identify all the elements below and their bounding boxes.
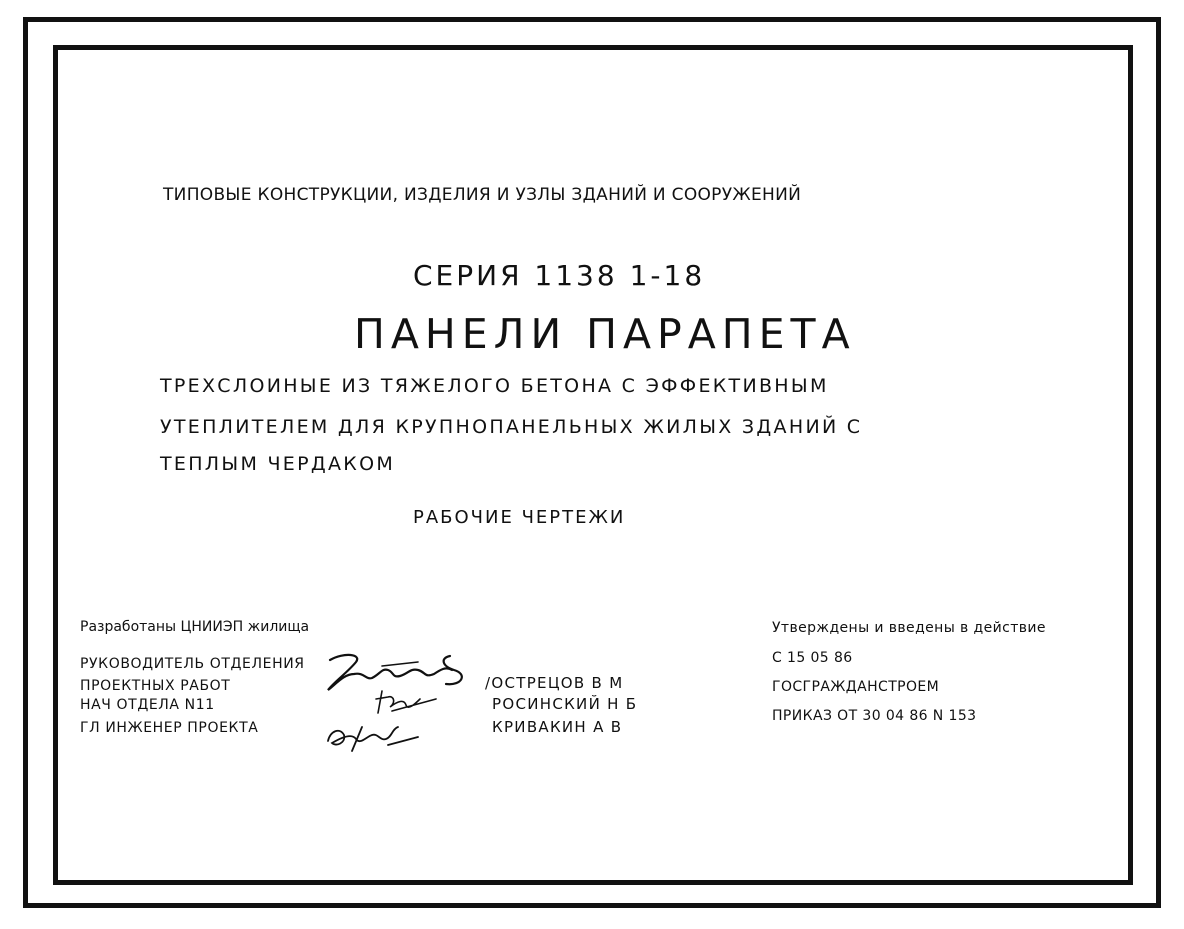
signature-chief-engineer: [322, 715, 432, 755]
description-line-3: ТЕПЛЫМ ЧЕРДАКОМ: [160, 453, 396, 475]
role-line-1: РУКОВОДИТЕЛЬ ОТДЕЛЕНИЯ: [80, 656, 305, 672]
document-header: ТИПОВЫЕ КОНСТРУКЦИИ, ИЗДЕЛИЯ И УЗЛЫ ЗДАНИЙ И СООРУЖЕНИЙ: [163, 185, 802, 205]
approval-line-1: Утверждены и введены в действие: [772, 620, 1046, 636]
description-line-1: ТРЕХСЛОИНЫЕ ИЗ ТЯЖЕЛОГО БЕТОНА С ЭФФЕКТИВНЫМ: [160, 375, 829, 397]
signature-department-chief: [372, 687, 440, 717]
approval-authority: ГОСГРАЖДАНСТРОЕМ: [772, 679, 940, 695]
developed-by: Разработаны ЦНИИЭП жилища: [80, 619, 310, 635]
document-title: ПАНЕЛИ ПАРАПЕТА: [354, 310, 856, 358]
person-name-1: /ОСТРЕЦОВ В М: [485, 674, 624, 692]
description-line-2: УТЕПЛИТЕЛЕМ ДЛЯ КРУПНОПАНЕЛЬНЫХ ЖИЛЫХ ЗДАНИЙ С: [160, 416, 863, 438]
role-line-4: ГЛ ИНЖЕНЕР ПРОЕКТА: [80, 720, 259, 736]
person-name-2: РОСИНСКИЙ Н Б: [492, 695, 638, 713]
role-line-2: ПРОЕКТНЫХ РАБОТ: [80, 678, 231, 694]
series-number: СЕРИЯ 1138 1-18: [413, 259, 706, 292]
approval-order: ПРИКАЗ ОТ 30 04 86 N 153: [772, 708, 977, 724]
approval-date: С 15 05 86: [772, 650, 853, 666]
working-drawings-label: РАБОЧИЕ ЧЕРТЕЖИ: [413, 507, 626, 528]
role-line-3: НАЧ ОТДЕЛА N11: [80, 697, 215, 713]
person-name-3: КРИВАКИН А В: [492, 718, 623, 736]
